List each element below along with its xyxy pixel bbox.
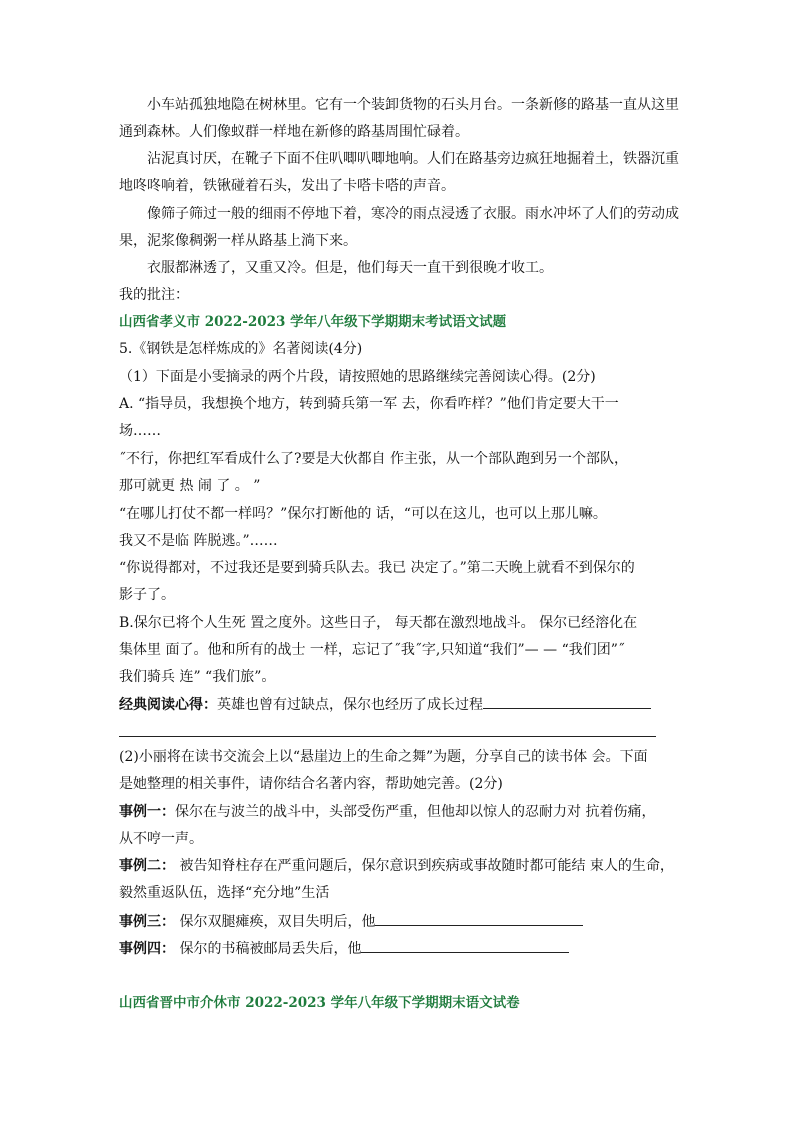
excerpt-a-line: 我又不是临 阵脱逃。”…… xyxy=(119,533,278,549)
insight-label: 经典阅读心得： xyxy=(119,697,217,713)
insight-line xyxy=(119,694,651,715)
example-1 xyxy=(119,802,655,822)
excerpt-a-line: A. “指导员，我想换个地方，转到骑兵第一军 去，你看咋样？”他们肯定要大干一 xyxy=(119,396,619,412)
example-text: 保尔在与波兰的战斗中，头部受伤严重，但他却以惊人的忍耐力对 抗着伤痛， xyxy=(175,804,656,820)
example-3-answer-blank[interactable] xyxy=(375,911,583,926)
question-title: 5.《钢铁是怎样炼成的》名著阅读(4分) xyxy=(119,341,363,357)
insight-answer-blank[interactable] xyxy=(483,694,651,709)
passage-line: 像筛子筛过一般的细雨不停地下着，寒冷的雨点浸透了衣服。雨水冲坏了人们的劳动成 xyxy=(147,206,679,222)
example-label: 事例一： xyxy=(119,804,175,820)
passage-line: 小车站孤独地隐在树林里。它有一个装卸货物的石头月台。一条新修的路基一直从这里 xyxy=(147,97,679,113)
sub-question-2: (2)小丽将在读书交流会上以“悬崖边上的生命之舞”为题，分享自己的读书体 会。下面 xyxy=(119,749,648,765)
example-3 xyxy=(119,911,583,932)
excerpt-b-line: 集体里 面了。他和所有的战士 一样，忘记了˝我˝字,只知道“我们”— — “我们团”˝ xyxy=(119,642,625,658)
answer-rule[interactable] xyxy=(119,736,656,737)
source-heading: 山西省孝义市 2022-2023 学年八年级下学期期末考试语文试题 xyxy=(119,314,507,330)
passage-line: 通到森林。人们像蚁群一样地在新修的路基周围忙碌着。 xyxy=(119,124,469,140)
passage-line: 地咚咚响着，铁锹碰着石头，发出了卡嗒卡嗒的声音。 xyxy=(119,178,455,194)
example-1-cont: 从不哼一声。 xyxy=(119,831,203,847)
excerpt-a-line: ˝不行，你把红军看成什么了?要是大伙都自 作主张，从一个部队跑到另一个部队， xyxy=(119,451,628,467)
excerpt-a-line: “在哪儿打仗不都一样吗？”保尔打断他的 话，“可以在这儿，也可以上那儿嘛。 xyxy=(119,506,607,522)
example-2 xyxy=(119,856,674,876)
example-4 xyxy=(119,938,569,959)
example-text: 保尔双腿瘫痪，双目失明后，他 xyxy=(175,914,376,930)
example-label: 事例四： xyxy=(119,941,175,957)
example-text: 保尔的书稿被邮局丢失后，他 xyxy=(175,941,362,957)
example-4-answer-blank[interactable] xyxy=(361,938,569,953)
passage-line: 沾泥真讨厌，在靴子下面不住叭唧叭唧地响。人们在路基旁边疯狂地掘着土，铁器沉重 xyxy=(147,151,679,167)
excerpt-b-line: 我们骑兵 连” “我们旅”。 xyxy=(119,669,276,685)
insight-text: 英雄也曾有过缺点，保尔也经历了成长过程 xyxy=(217,697,483,713)
excerpt-a-line: 那可就更 热 闹 了 。 ” xyxy=(119,478,261,494)
excerpt-a-line: “你说得都对，不过我还是要到骑兵队去。我已 决定了。”第二天晚上就看不到保尔的 xyxy=(119,560,635,576)
sub-question-2: 是她整理的相关事件，请你结合名著内容，帮助她完善。(2分) xyxy=(119,776,503,792)
example-label: 事例二： xyxy=(119,858,175,874)
source-heading: 山西省晋中市介休市 2022-2023 学年八年级下学期期末语文试卷 xyxy=(119,995,520,1011)
passage-line: 果，泥浆像稠粥一样从路基上淌下来。 xyxy=(119,233,357,249)
example-2-cont: 毅然重返队伍，选择“充分地”生活 xyxy=(119,885,330,901)
excerpt-a-line: 场…… xyxy=(119,423,161,439)
passage-line: 衣服都淋透了，又重又冷。但是，他们每天一直干到很晚才收工。 xyxy=(147,260,553,276)
annotation-label: 我的批注： xyxy=(119,287,189,303)
excerpt-a-line: 影子了。 xyxy=(119,587,175,603)
example-label: 事例三： xyxy=(119,914,175,930)
example-text: 被告知脊柱存在严重问题后，保尔意识到疾病或事故随时都可能结 束人的生命， xyxy=(175,858,674,874)
sub-question-1: （1）下面是小雯摘录的两个片段，请按照她的思路继续完善阅读心得。(2分) xyxy=(119,369,596,385)
excerpt-b-line: B.保尔已将个人生死 置之度外。这些日子， 每天都在激烈地战斗。 保尔已经溶化在 xyxy=(119,615,638,631)
